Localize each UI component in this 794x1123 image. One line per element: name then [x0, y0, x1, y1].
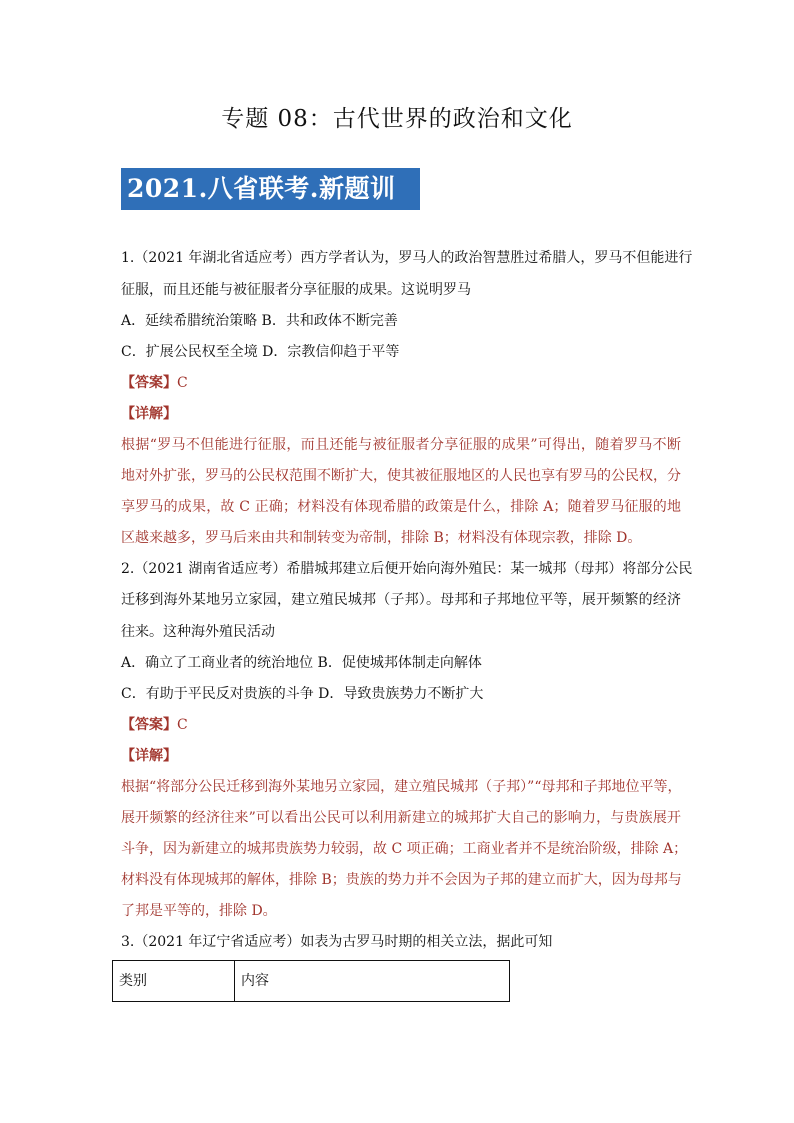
q2-answer-value: C: [177, 717, 188, 733]
q1-detail-label: 【详解】: [121, 406, 177, 422]
section-banner: 2021.八省联考.新题训练: [121, 168, 420, 210]
q2-options-line-2: C．有助于平民反对贵族的斗争 D．导致贵族势力不断扩大: [121, 686, 484, 702]
q2-detail-label: 【详解】: [121, 748, 177, 764]
q2-explanation-line-1: 根据“将部分公民迁移到海外某地另立家园，建立殖民城邦（子邦）”“母邦和子邦地位平等，: [121, 779, 682, 795]
q2-answer-label: 【答案】: [121, 717, 177, 733]
q1-explanation-line-4: 区越来越多，罗马后来由共和制转变为帝制，排除 B；材料没有体现宗教，排除 D。: [121, 530, 642, 546]
q1-options-line-2: C．扩展公民权至全境 D．宗教信仰趋于平等: [121, 344, 400, 360]
q3-stem-line-1: 3.（2021 年辽宁省适应考）如表为古罗马时期的相关立法，据此可知: [121, 934, 553, 950]
q2-options-line-1: A．确立了工商业者的统治地位 B．促使城邦体制走向解体: [121, 655, 482, 671]
q2-stem-line-1: 2.（2021 湖南省适应考）希腊城邦建立后便开始向海外殖民：某一城邦（母邦）将部分公民: [121, 561, 693, 577]
q1-answer-value: C: [177, 375, 188, 391]
page-title: 专题 08：古代世界的政治和文化: [221, 106, 573, 132]
q1-explanation-line-2: 地对外扩张，罗马的公民权范围不断扩大，使其被征服地区的人民也享有罗马的公民权，分: [121, 468, 681, 484]
table-header-content: 内容: [241, 973, 269, 989]
q1-answer-label: 【答案】: [121, 375, 177, 391]
q2-stem-line-2: 迁移到海外某地另立家园，建立殖民城邦（子邦）。母邦和子邦地位平等，展开频繁的经济: [121, 592, 681, 608]
law-table-header-row: [112, 960, 510, 1002]
q1-stem-line-2: 征服，而且还能与被征服者分享征服的成果。这说明罗马: [121, 282, 471, 298]
q1-stem-line-1: 1.（2021 年湖北省适应考）西方学者认为，罗马人的政治智慧胜过希腊人，罗马不但能进行: [121, 250, 693, 266]
q2-explanation-line-5: 了邦是平等的，排除 D。: [121, 903, 277, 919]
q1-options-line-1: A．延续希腊统治策略 B．共和政体不断完善: [121, 313, 398, 329]
q1-explanation-line-3: 享罗马的成果，故 C 正确；材料没有体现希腊的政策是什么，排除 A；随着罗马征服的地: [121, 499, 681, 515]
q2-explanation-line-3: 斗争，因为新建立的城邦贵族势力较弱，故 C 项正确；工商业者并不是统治阶级，排除 A；: [121, 841, 688, 857]
q1-explanation-line-1: 根据“罗马不但能进行征服，而且还能与被征服者分享征服的成果”可得出，随着罗马不断: [121, 437, 681, 453]
q2-explanation-line-4: 材料没有体现城邦的解体，排除 B；贵族的势力并不会因为子邦的建立而扩大，因为母邦与: [121, 872, 682, 888]
q2-answer: [121, 715, 681, 735]
table-header-category: 类别: [113, 961, 235, 1001]
q1-answer: [121, 373, 681, 393]
q2-stem-line-3: 往来。这种海外殖民活动: [121, 624, 275, 640]
q2-explanation-line-2: 展开频繁的经济往来”可以看出公民可以利用新建立的城邦扩大自己的影响力，与贵族展开: [121, 810, 681, 826]
